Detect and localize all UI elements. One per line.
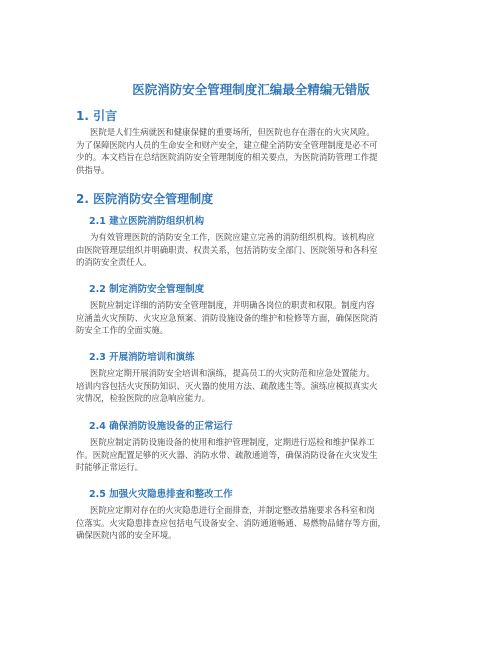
paragraph-line: 由医院管理层组织并明确职责、权责关系，包括消防安全部门、医院领导和各科室 xyxy=(76,244,378,255)
paragraph-line: 少的。本文档旨在总结医院消防安全管理制度的相关要点，为医院消防管理工作提 xyxy=(76,152,378,162)
paragraph-line: 供指导。 xyxy=(76,164,110,175)
subsection-paragraph-2-4 xyxy=(76,436,436,474)
subsection-paragraph-2-3 xyxy=(76,367,436,405)
document-title: 医院消防安全管理制度汇编最全精编无错版 xyxy=(132,82,370,97)
paragraph-line: 医院应制定消防设施设备的使用和维护管理制度，定期进行巡检和维护保养工 xyxy=(90,437,375,447)
paragraph-line: 确保医院内部的安全环境。 xyxy=(76,530,177,540)
paragraph-line: 灾情况，检验医院的应急响应能力。 xyxy=(76,393,210,403)
subsection-heading-2-2: 2.2 制定消防安全管理制度 xyxy=(89,284,205,295)
paragraph-line: 的消防安全责任人。 xyxy=(76,257,152,267)
paragraph-line: 为有效管理医院的消防安全工作，医院应建立完善的消防组织机构。该机构应 xyxy=(90,232,375,242)
paragraph-line: 位落实。火灾隐患排查应包括电气设备安全、消防通道畅通、易燃物品储存等方面， xyxy=(76,517,386,528)
subsection-paragraph-2-2 xyxy=(76,299,436,337)
subsection-paragraph-2-5 xyxy=(76,504,436,542)
paragraph-line: 作。医院应配置足够的灭火器、消防水带、疏散通道等，确保消防设备在火灾发生 xyxy=(76,449,378,460)
subsection-heading-2-1: 2.1 建立医院消防组织机构 xyxy=(89,216,205,227)
section-heading-intro: 1. 引言 xyxy=(76,109,118,123)
paragraph-line: 为了保障医院内人员的生命安全和财产安全，建立健全消防安全管理制度是必不可 xyxy=(76,139,378,150)
subsection-heading-2-3: 2.3 开展消防培训和演练 xyxy=(89,352,195,363)
paragraph-line: 医院应定期开展消防安全培训和演练，提高员工的火灾防范和应急处置能力。 xyxy=(90,368,375,378)
subsection-heading-2-4: 2.4 确保消防设施设备的正常运行 xyxy=(89,421,233,432)
paragraph-line: 时能够正常运行。 xyxy=(76,462,143,472)
section-paragraph-intro xyxy=(76,126,436,176)
paragraph-line: 应涵盖火灾预防、火灾应急预案、消防设施设备的维护和检修等方面，确保医院消 xyxy=(76,312,378,323)
paragraph-line: 防安全工作的全面实施。 xyxy=(76,325,169,335)
section-heading-management: 2. 医院消防安全管理制度 xyxy=(76,192,214,206)
paragraph-line: 医院应制定详细的消防安全管理制度，并明确各岗位的职责和权限。制度内容 xyxy=(90,300,375,310)
paragraph-line: 医院是人们生病就医和健康保健的重要场所，但医院也存在潜在的火灾风险。 xyxy=(90,127,375,137)
paragraph-line: 培训内容包括火灾预防知识、灭火器的使用方法、疏散逃生等。演练应模拟真实火 xyxy=(76,380,378,391)
paragraph-line: 医院应定期对存在的火灾隐患进行全面排查，并制定整改措施要求各科室和岗 xyxy=(90,505,375,515)
subsection-heading-2-5: 2.5 加强火灾隐患排查和整改工作 xyxy=(89,489,233,500)
subsection-paragraph-2-1 xyxy=(76,231,436,269)
